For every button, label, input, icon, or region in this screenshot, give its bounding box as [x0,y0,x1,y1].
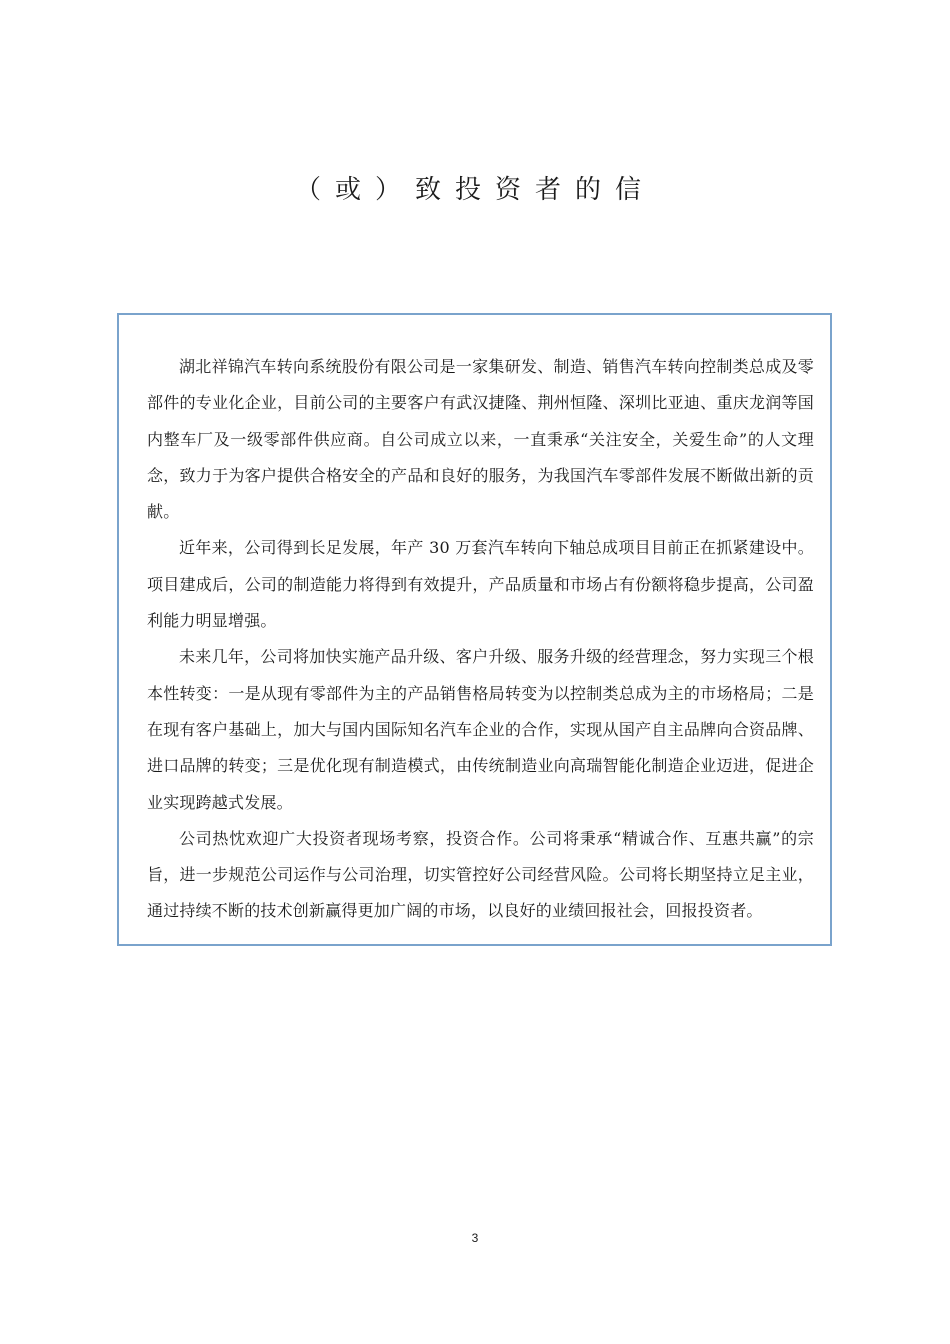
letter-paragraph-2: 近年来，公司得到长足发展，年产 30 万套汽车转向下轴总成项目目前正在抓紧建设中。项目建成后，公司的制造能力将得到有效提升，产品质量和市场占有份额将稳步提高，公司盈利能力明显增强。 [147,538,814,631]
page-title: （或）致投资者的信 [294,175,655,205]
letter-box [117,313,832,946]
letter-paragraph-4: 公司热忱欢迎广大投资者现场考察，投资合作。公司将秉承“精诚合作、互惠共赢”的宗旨，进一步规范公司运作与公司治理，切实管控好公司经营风险。公司将长期坚持立足主业，通过持续不断的技术创新赢得更加广阔的市场，以良好的业绩回报社会，回报投资者。 [147,828,814,921]
page-number: 3 [471,1231,479,1245]
letter-paragraph-1: 湖北祥锦汽车转向系统股份有限公司是一家集研发、制造、销售汽车转向控制类总成及零部件的专业化企业，目前公司的主要客户有武汉捷隆、荆州恒隆、深圳比亚迪、重庆龙润等国内整车厂及一级零部件供应商。自公司成立以来，一直秉承“关注安全，关爱生命”的人文理念，致力于为客户提供合格安全的产品和良好的服务，为我国汽车零部件发展不断做出新的贡献。 [147,357,814,522]
letter-paragraph-3: 未来几年，公司将加快实施产品升级、客户升级、服务升级的经营理念，努力实现三个根本性转变：一是从现有零部件为主的产品销售格局转变为以控制类总成为主的市场格局；二是在现有客户基础上，加大与国内国际知名汽车企业的合作，实现从国产自主品牌向合资品牌、进口品牌的转变；三是优化现有制造模式，由传统制造业向高瑞智能化制造企业迈进，促进企业实现跨越式发展。 [147,647,814,812]
